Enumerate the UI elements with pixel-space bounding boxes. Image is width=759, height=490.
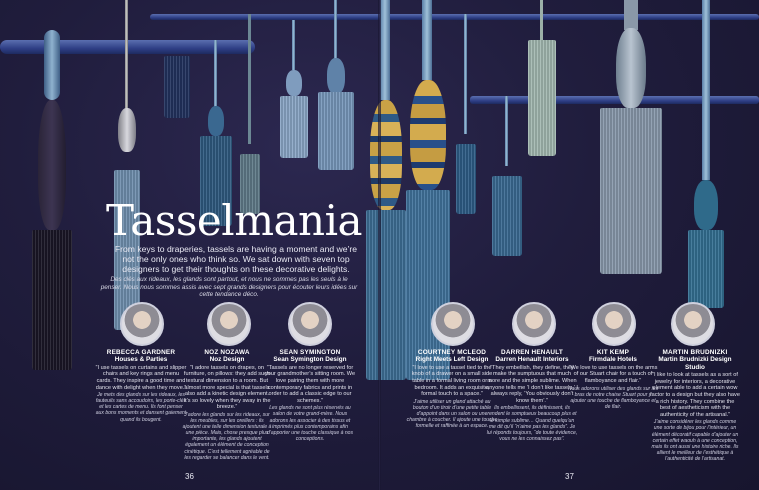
- designer-name: SEAN SYMINGTON: [279, 349, 341, 356]
- page-gutter: [378, 0, 381, 490]
- designer-firm: Noz Design: [209, 356, 245, 364]
- designer-entry: [486, 349, 578, 442]
- designer-name: KIT KEMP: [596, 349, 630, 356]
- person-portrait-icon: [207, 302, 251, 346]
- tassel-grey-small: [238, 14, 262, 204]
- person-portrait-icon: [671, 302, 715, 346]
- designer-entry: [567, 349, 659, 410]
- person-portrait-icon: [288, 302, 332, 346]
- designer-name: DARREN HENAULT: [501, 349, 563, 356]
- designer-firm: Sean Symington Design: [273, 356, 347, 364]
- designer-name: COURTNEY MCLEOD: [417, 349, 487, 356]
- tassel-gold-1: [366, 0, 406, 380]
- tassel-teal-3: [492, 96, 522, 256]
- designer-entry: [650, 349, 740, 462]
- article-title: Tasselmania: [106, 196, 363, 245]
- designer-entry: [181, 349, 273, 461]
- tassel-pale-3: [528, 0, 556, 160]
- designer-quote-french: J’adore les glands sur les rideaux, sur les meubles, sur les oreillers : ils ajoutent une telle dimension texturale à une pièce. Mais, chose presque plus importante, les glands ajoutent également un élément de conception cinétique. C’est tellement agréable de les regarder se balancer dans le vent.: [182, 411, 272, 461]
- designer-quote-english: “Tassels are no longer reserved for your grandmother’s sitting room. We love pairing them with more contemporary fabrics and prints in order to add a classic edge to our schemes.”: [264, 364, 356, 404]
- page-number-left: 36: [185, 472, 194, 481]
- person-portrait-icon: [120, 302, 164, 346]
- designer-quote-french: Les glands ne sont plus réservés au salon de votre grand-mère. Nous adorons les associer à des tissus et imprimés plus contemporains afin d’apporter une touche classique à nos conceptions.: [266, 405, 354, 442]
- tassel-navy-small: [160, 40, 194, 120]
- designer-firm: Martin Brudnizki Design Studio: [658, 356, 732, 371]
- designer-name: NOZ NOZAWA: [204, 349, 250, 356]
- designer-quote-french: Je mets des glands sur les rideaux, les fauteuils sans accoudoirs, les porte-clés et les cartes de menu. Ils font penser aux bons moments et dansent gaiement quand ils bougent.: [95, 392, 187, 423]
- page-number-right: 37: [565, 472, 574, 481]
- designer-quote-english: “We love to use tassels on the arms of our Stuart chair for a touch of flamboyance and flair.”: [568, 364, 658, 384]
- article-deck-english: From keys to draperies, tassels are having a moment and we’re not the only ones who think so. We sat down with seven top designers to get their thoughts on these decorative delights.: [114, 244, 358, 275]
- designer-quote-french: Ils embellissent, ils définissent, ils rendent le somptueux beaucoup plus et le simple sublime… Quand quelqu’un me dit qu’il “n’aime pas les glands”. Je lui réponds toujours, “de toute évidence, vous ne les connaissez pas”.: [486, 405, 578, 442]
- tassel-teal-2: [454, 14, 478, 204]
- designer-quote-english: “I like to look at tassels as a sort of jewelry for interiors, a decorative element able to add a certain wow factor to a design but they also have a rich history. They combine the best of aestheticism with the authenticity of the artisanal.”: [650, 372, 740, 418]
- article-deck-french: Des clés aux rideaux, les glands sont partout, et nous ne sommes pas les seuls à le penser. Nous nous sommes assis avec sept grands designers pour écouter leurs idées sur cette tendance déco.: [100, 276, 358, 299]
- designer-entry: [95, 349, 187, 423]
- designer-quote-french: J’aime utiliser un gland attaché au bouton d’un tiroir d’une petite table d’appoint dans un salon ou une chambre à coucher. Il ajoute une touche formelle et raffinée à un espace.: [406, 398, 498, 430]
- designer-quote-english: “I adore tassels on drapes, on furniture, on pillows: they add such textural dimension to a room. But almost more special is that tassels also add a kinetic design element. It’s so lovely when they sway in the breeze.”: [183, 364, 271, 411]
- designer-quote-french: J’aime considérer les glands comme une sorte de bijou pour l’intérieur, un élément décoratif capable d’ajouter un certain effet waouh à une conception, mais ils ont aussi une histoire riche. Ils allient le meilleur de l’esthétique à l’authenticité de l’artisanat.: [651, 419, 739, 462]
- tassel-grey-large: [600, 0, 662, 280]
- designer-firm: Firmdale Hotels: [589, 356, 637, 364]
- tassel-pale-2: [318, 0, 354, 170]
- person-portrait-icon: [431, 302, 475, 346]
- person-portrait-icon: [592, 302, 636, 346]
- designer-name: MARTIN BRUDNIZKI: [662, 349, 728, 356]
- designer-quote-english: “I use tassels on curtains and slipper chairs and key rings and menu cards. They inspire a good time and dance with delight when they move.”: [95, 364, 187, 391]
- tassel-teal-1: [198, 40, 234, 190]
- designer-quote-french: Nous adorons utiliser des glands sur les bras de notre chaise Stuart pour y ajouter une touche de flamboyance et de flair.: [567, 385, 659, 410]
- designer-firm: Darren Henault Interiors: [495, 356, 569, 364]
- designer-entry: [406, 349, 498, 429]
- tassel-black-left: [32, 30, 72, 370]
- tassel-pale-1: [280, 20, 308, 150]
- designer-firm: Right Meets Left Design: [415, 356, 489, 364]
- designer-firm: Houses & Parties: [114, 356, 168, 364]
- person-portrait-icon: [512, 302, 556, 346]
- designer-quote-english: “I love to use a tassel tied to the knob of a drawer on a small side table in a formal living room or a bedroom. It adds an exquisite, formal touch to a space.”: [411, 364, 493, 398]
- designer-name: REBECCA GARDNER: [106, 349, 176, 356]
- designer-quote-english: “They embellish, they define, they make the sumptuous that much more and the simple sublime. When anyone tells me ‘I don’t like tassels,’ I always reply, ‘You obviously don’t know them’.”: [486, 364, 578, 404]
- tassel-teal-right: [686, 0, 726, 310]
- designer-entry: [264, 349, 356, 442]
